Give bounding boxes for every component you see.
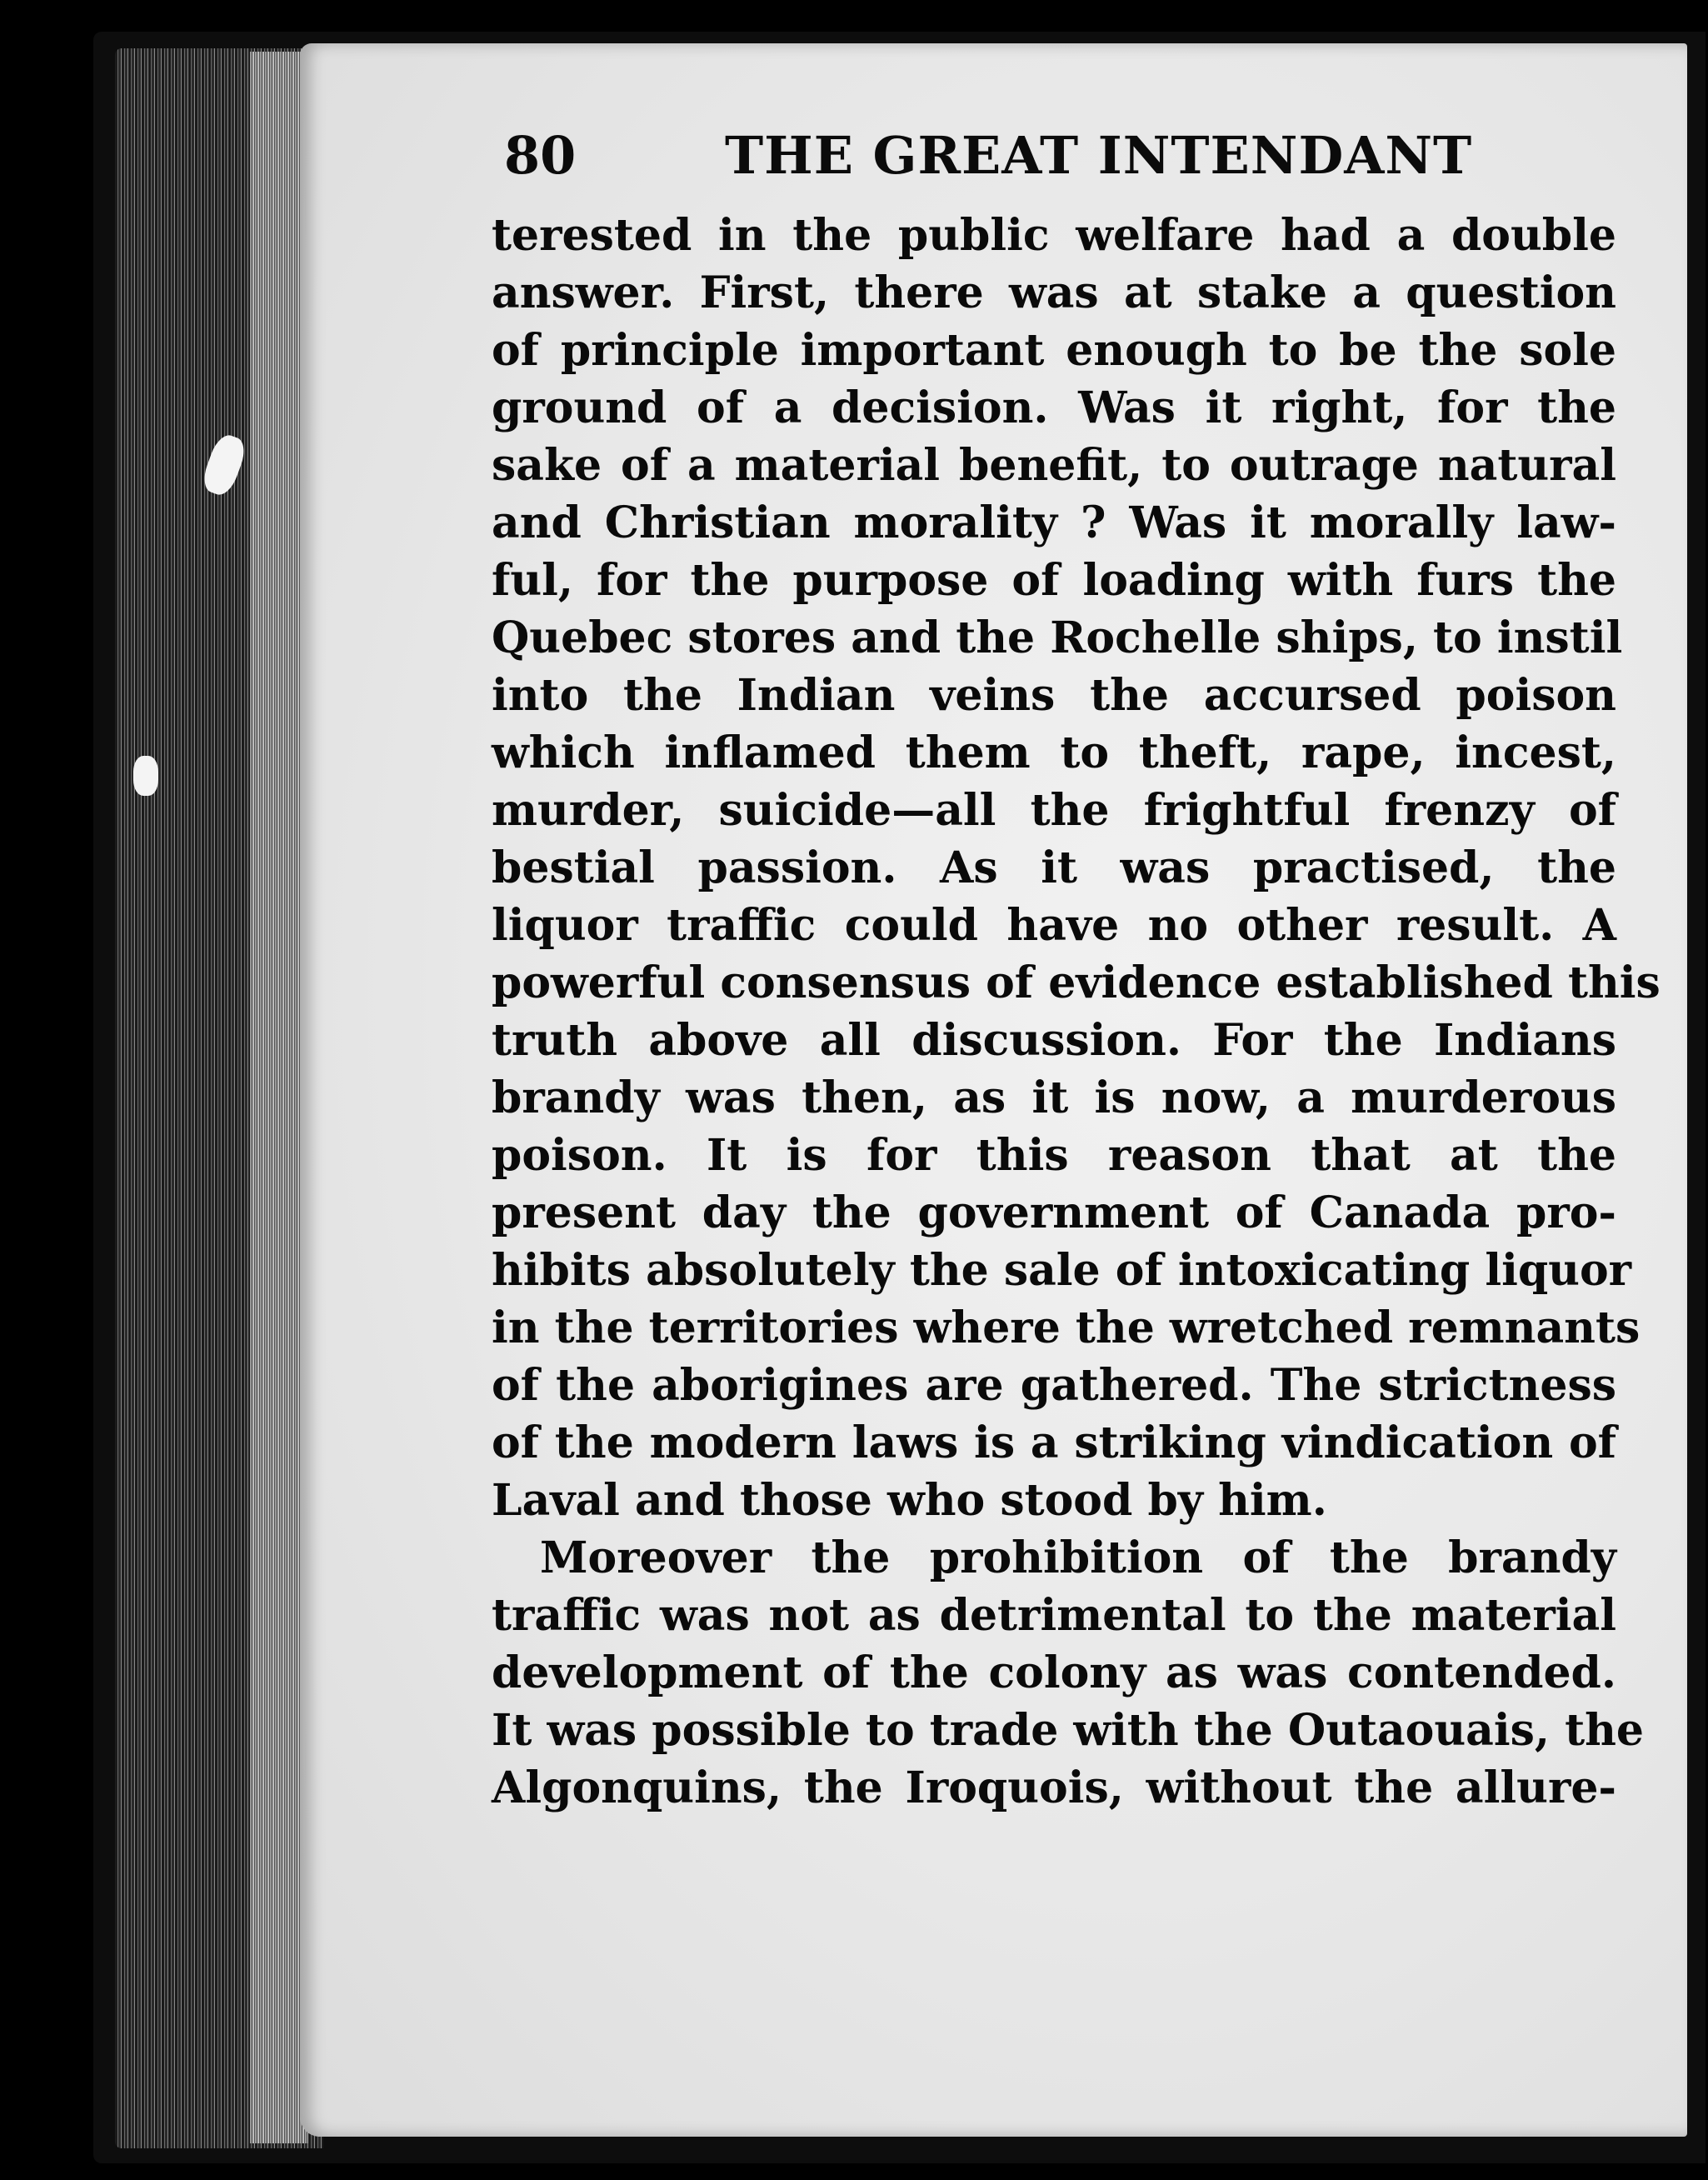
text-line: Algonquins, the Iroquois, without the allure- [492,1762,1616,1813]
text-line: Moreover the prohibition of the brandy [540,1532,1616,1583]
text-line: brandy was then, as it is now, a murderous [492,1072,1616,1123]
body-text [492,207,1661,1817]
text-line: traffic was not as detrimental to the material [492,1590,1616,1641]
text-line: murder, suicide—all the frightful frenzy of [492,785,1616,836]
text-line: of the aborigines are gathered. The strictness [492,1360,1616,1411]
text-line: in the territories where the wretched remnants [492,1302,1641,1353]
page-number: 80 [504,125,577,186]
text-line: liquor traffic could have no other result. A [492,900,1616,951]
text-line: poison. It is for this reason that at the [492,1130,1616,1181]
text-line: truth above all discussion. For the Indians [492,1015,1616,1066]
text-line: of principle important enough to be the sole [492,325,1616,376]
paper-blemish [133,756,158,796]
paragraph [492,1529,1645,1817]
text-line: present day the government of Canada pro- [492,1188,1616,1238]
text-line: sake of a material benefit, to outrage natural [492,440,1616,491]
running-title: THE GREAT INTENDANT [725,125,1473,186]
text-line: ground of a decision. Was it right, for the [492,382,1616,433]
paragraph [492,207,1661,1529]
text-line: terested in the public welfare had a double [492,210,1616,261]
text-line: of the modern laws is a striking vindication of [492,1418,1616,1468]
text-line: which inflamed them to theft, rape, incest, [492,728,1616,778]
text-line: ful, for the purpose of loading with furs the [492,555,1616,606]
text-line: development of the colony as was contended. [492,1648,1616,1698]
text-line: bestial passion. As it was practised, the [492,842,1616,893]
text-line: answer. First, there was at stake a question [492,268,1616,318]
text-line: into the Indian veins the accursed poison [492,670,1616,721]
text-line: It was possible to trade with the Outaouais, the [492,1705,1645,1756]
text-line: Quebec stores and the Rochelle ships, to instil [492,612,1623,663]
text-line: and Christian morality ? Was it morally law- [492,498,1616,548]
page-header [504,125,1473,192]
text-line: hibits absolutely the sale of intoxicating liquor [492,1245,1632,1296]
text-line: Laval and those who stood by him. [492,1475,1327,1526]
text-line: powerful consensus of evidence established this [492,958,1661,1008]
